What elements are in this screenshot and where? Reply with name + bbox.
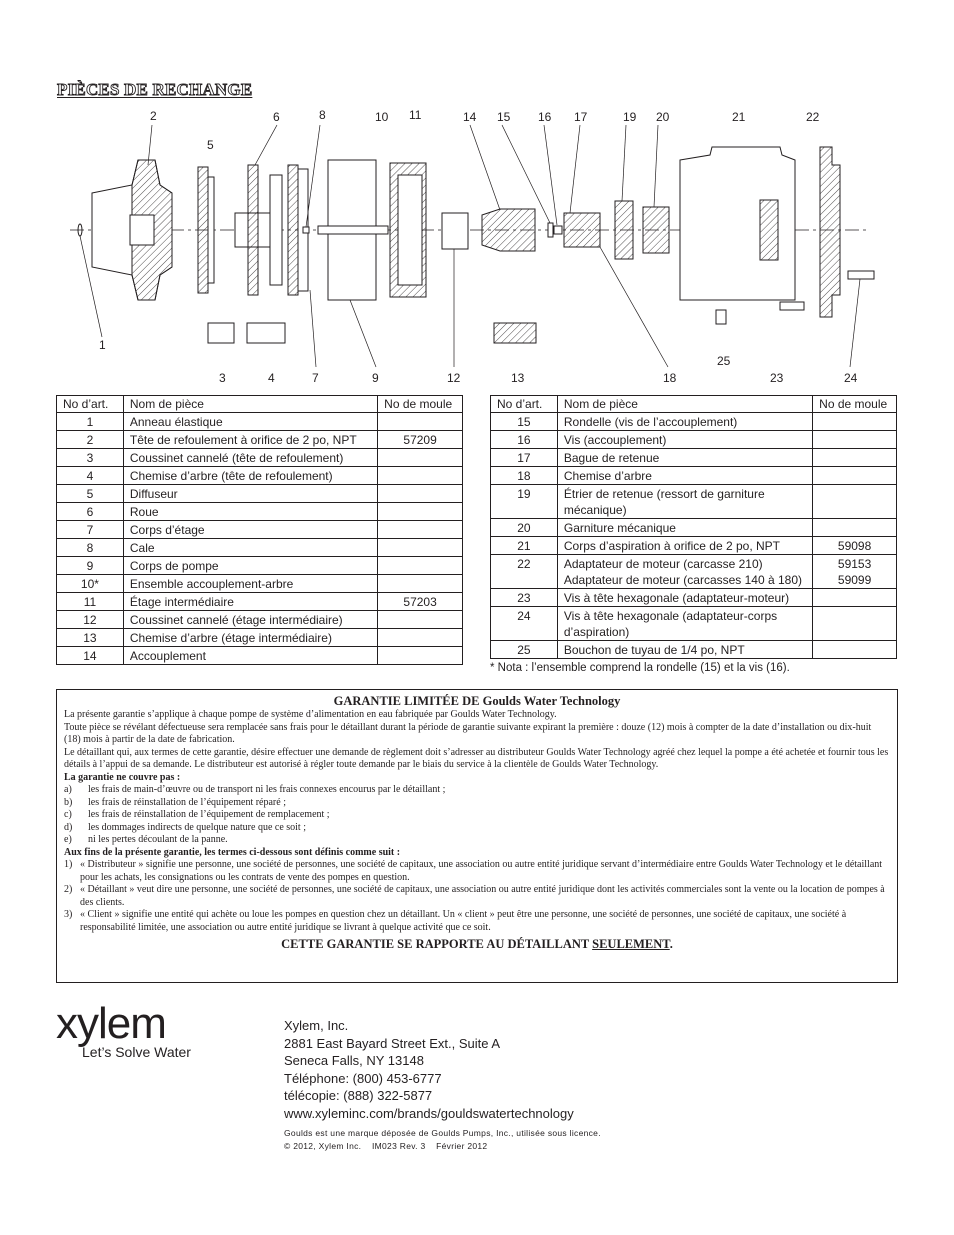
street-address: 2881 East Bayard Street Ext., Suite A bbox=[284, 1035, 501, 1051]
website-link[interactable]: www.xyleminc.com/brands/gouldswatertechnology bbox=[284, 1105, 574, 1121]
part-20-mechanical-seal bbox=[643, 207, 669, 253]
fine-print bbox=[284, 1127, 601, 1153]
callout-19: 19 bbox=[623, 110, 637, 124]
part-12-fluted-bearing bbox=[442, 213, 468, 249]
table-row: 21 Corps d’aspiration à orifice de 2 po, NPT 59098 bbox=[491, 537, 897, 555]
table-row: 16 Vis (accouplement) bbox=[491, 431, 897, 449]
part-3-fluted-bearing bbox=[208, 323, 234, 343]
table-row: 13 Chemise d’arbre (étage intermédiaire) bbox=[57, 629, 463, 647]
callout-18: 18 bbox=[663, 371, 677, 385]
warranty-footer: CETTE GARANTIE SE RAPPORTE AU DÉTAILLANT SEULEMENT. bbox=[281, 937, 673, 951]
trademark-notice: Goulds est une marque déposée de Goulds Pumps, Inc., utilisée sous licence. bbox=[284, 1128, 601, 1138]
list-item: d) les dommages indirects de quelque nature que ce soit ; bbox=[64, 821, 306, 833]
callout-12: 12 bbox=[447, 371, 461, 385]
callout-5: 5 bbox=[207, 138, 214, 152]
exclusions-heading: La garantie ne couvre pas : bbox=[64, 771, 181, 783]
part-6-impeller bbox=[235, 165, 282, 295]
definitions-heading: Aux fins de la présente garantie, les termes ci-dessous sont définis comme suit : bbox=[64, 846, 401, 858]
part-10-coupling-shaft bbox=[318, 226, 388, 234]
part-21-suction-casing bbox=[680, 147, 795, 300]
parts-table-right bbox=[490, 395, 897, 659]
callout-23: 23 bbox=[770, 371, 784, 385]
col-header-num: No d’art. bbox=[491, 396, 558, 413]
table-row: 8 Cale bbox=[57, 539, 463, 557]
table-row: 25 Bouchon de tuyau de 1/4 po, NPT bbox=[491, 641, 897, 659]
callout-24: 24 bbox=[844, 371, 858, 385]
list-item: 3) « Client » signifie une entité qui achète ou loue les pompes en question chez un détaillant. Un « client » peut être une personne, une société de personnes, une société de capitaux, une société à responsabilité limitée, une association ou autre entité juridique se livrant à quelque activité que ce soit. bbox=[64, 909, 847, 933]
list-item: b) les frais de réinstallation de l’équipement réparé ; bbox=[64, 796, 286, 808]
part-15-washer bbox=[548, 223, 553, 237]
part-17-retaining-ring bbox=[564, 213, 600, 247]
table-row: 19 Étrier de retenue (ressort de garniture mécanique) bbox=[491, 485, 897, 519]
table-note: * Nota : l’ensemble comprend la rondelle (15) et la vis (16). bbox=[490, 662, 790, 674]
table-row: 23 Vis à tête hexagonale (adaptateur-moteur) bbox=[491, 589, 897, 607]
table-row: 5 Diffuseur bbox=[57, 485, 463, 503]
callout-11: 11 bbox=[409, 108, 422, 122]
part-19-seal-retainer bbox=[615, 201, 633, 259]
table-row: 12 Coussinet cannelé (étage intermédiaire) bbox=[57, 611, 463, 629]
callout-1: 1 bbox=[99, 338, 106, 352]
callout-15: 15 bbox=[497, 110, 511, 124]
callout-16: 16 bbox=[538, 110, 552, 124]
part-4-shaft-sleeve bbox=[247, 323, 285, 343]
table-row: 15 Rondelle (vis de l’accouplement) bbox=[491, 413, 897, 431]
callout-10: 10 bbox=[375, 110, 389, 124]
callout-14: 14 bbox=[463, 110, 477, 124]
table-row: 22 Adaptateur de moteur (carcasse 210) Adaptateur de moteur (carcasses 140 à 180) 59153 59099 bbox=[491, 555, 897, 589]
table-row: 24 Vis à tête hexagonale (adaptateur-corps d’aspiration) bbox=[491, 607, 897, 641]
callout-3: 3 bbox=[219, 371, 226, 385]
col-header-mold: No de moule bbox=[813, 396, 897, 413]
exploded-pump-diagram bbox=[60, 105, 890, 390]
part-11-intermediate-stage bbox=[390, 163, 426, 297]
mold-number: 59153 bbox=[837, 557, 872, 571]
callout-17: 17 bbox=[574, 110, 588, 124]
callout-2: 2 bbox=[150, 109, 157, 123]
col-header-name: Nom de pièce bbox=[557, 396, 812, 413]
table-row: 18 Chemise d’arbre bbox=[491, 467, 897, 485]
table-row: 10* Ensemble accouplement-arbre bbox=[57, 575, 463, 593]
part-23-hex-screw bbox=[780, 302, 804, 310]
callout-22: 22 bbox=[806, 110, 820, 124]
table-row: 1 Anneau élastique bbox=[57, 413, 463, 431]
table-row: 20 Garniture mécanique bbox=[491, 519, 897, 537]
callout-7: 7 bbox=[312, 371, 319, 385]
part-14-coupling bbox=[482, 209, 535, 251]
part-13-shaft-sleeve bbox=[494, 323, 536, 343]
list-item: c) les frais de réinstallation de l’équipement de remplacement ; bbox=[64, 809, 330, 820]
warranty-paragraph: Le détaillant qui, aux termes de cette garantie, désire effectuer une demande de règlement doit s’adresser au distributeur Goulds Water Technology agréé chez lequel la pompe a été achetée et fournir tous les détails à l’appui de sa demande. Le distributeur est autorisé à régler toute demande par le biais du service à la clientèle de Goulds Water Technology. bbox=[64, 746, 889, 770]
table-row: 4 Chemise d’arbre (tête de refoulement) bbox=[57, 467, 463, 485]
xylem-logo bbox=[56, 999, 191, 1060]
part-16-screw bbox=[554, 226, 562, 234]
copyright-notice: © 2012, Xylem Inc. IM023 Rev. 3 Février 2012 bbox=[284, 1141, 488, 1151]
callout-6: 6 bbox=[273, 110, 280, 124]
callout-21: 21 bbox=[732, 110, 746, 124]
parts-table-left bbox=[56, 395, 463, 665]
table-row: 14 Accouplement bbox=[57, 647, 463, 665]
company-name: Xylem, Inc. bbox=[284, 1018, 349, 1033]
col-header-name: Nom de pièce bbox=[123, 396, 377, 413]
phone-number: Téléphone: (800) 453-6777 bbox=[284, 1070, 442, 1086]
list-item: a) les frais de main-d’œuvre ou de transport ni les frais connexes encourus par le détaillant ; bbox=[64, 784, 446, 795]
warranty-title: GARANTIE LIMITÉE DE Goulds Water Technology bbox=[333, 694, 621, 708]
col-header-num: No d’art. bbox=[57, 396, 124, 413]
table-row: 9 Corps de pompe bbox=[57, 557, 463, 575]
table-header-row bbox=[491, 396, 897, 413]
logo-wordmark: xylem bbox=[56, 999, 166, 1048]
table-row: 17 Bague de retenue bbox=[491, 449, 897, 467]
contact-address bbox=[284, 1017, 574, 1122]
list-item: 1) « Distributeur » signifie une personne, une société de personnes, une société de capitaux, une association ou autre entité juridique servant d’intermédiaire entre Goulds Water Technology et le détaillant pour les achats, les consignations ou les contrats de vente des pompes en question. bbox=[64, 859, 883, 883]
logo-tagline: Let’s Solve Water bbox=[82, 1044, 191, 1060]
part-2-discharge-head bbox=[92, 160, 172, 300]
callout-9: 9 bbox=[372, 371, 379, 385]
warranty-box bbox=[56, 689, 898, 983]
part-name-line: Adaptateur de moteur (carcasses 140 à 180) bbox=[563, 573, 803, 587]
city-address: Seneca Falls, NY 13148 bbox=[284, 1053, 424, 1068]
col-header-mold: No de moule bbox=[378, 396, 463, 413]
callout-20: 20 bbox=[656, 110, 670, 124]
callout-25: 25 bbox=[717, 354, 731, 368]
table-row: 3 Coussinet cannelé (tête de refoulement) bbox=[57, 449, 463, 467]
part-22-motor-adapter bbox=[820, 147, 840, 317]
table-row: 11 Étage intermédiaire 57203 bbox=[57, 593, 463, 611]
callout-4: 4 bbox=[268, 371, 275, 385]
part-24-hex-screw bbox=[848, 271, 874, 279]
warranty-paragraph: Toute pièce se révélant défectueuse sera remplacée sans frais pour le détaillant durant la période de garantie suivante expirant la première : douze (12) mois à compter de la date d’installation ou dix-huit (18) mois à partir de la date de fabrication. bbox=[64, 721, 872, 745]
part-8-shim bbox=[303, 227, 309, 233]
page-title: PIÈCES DE RECHANGE bbox=[57, 80, 253, 99]
list-item: e) ni les pertes découlant de la panne. bbox=[64, 834, 228, 845]
fax-number: télécopie: (888) 322-5877 bbox=[284, 1088, 433, 1103]
table-row: 2 Tête de refoulement à orifice de 2 po, NPT 57209 bbox=[57, 431, 463, 449]
callout-13: 13 bbox=[511, 371, 525, 385]
part-name-line: Adaptateur de moteur (carcasse 210) bbox=[563, 557, 763, 571]
list-item: 2) « Détaillant » veut dire une personne, une société de personnes, une société de capitaux, une association ou autre entité juridique dont les activités commerciales sont la vente ou la location de pompes à des clients. bbox=[64, 884, 885, 908]
callout-8: 8 bbox=[319, 108, 326, 122]
part-25-pipe-plug bbox=[716, 310, 726, 324]
part-5-diffuser bbox=[198, 167, 214, 293]
table-header-row bbox=[57, 396, 463, 413]
table-row: 7 Corps d’étage bbox=[57, 521, 463, 539]
mold-number: 59099 bbox=[837, 573, 872, 587]
table-row: 6 Roue bbox=[57, 503, 463, 521]
warranty-paragraph: La présente garantie s’applique à chaque pompe de système d’alimentation en eau fabriquée par Goulds Water Technology. bbox=[64, 709, 557, 720]
